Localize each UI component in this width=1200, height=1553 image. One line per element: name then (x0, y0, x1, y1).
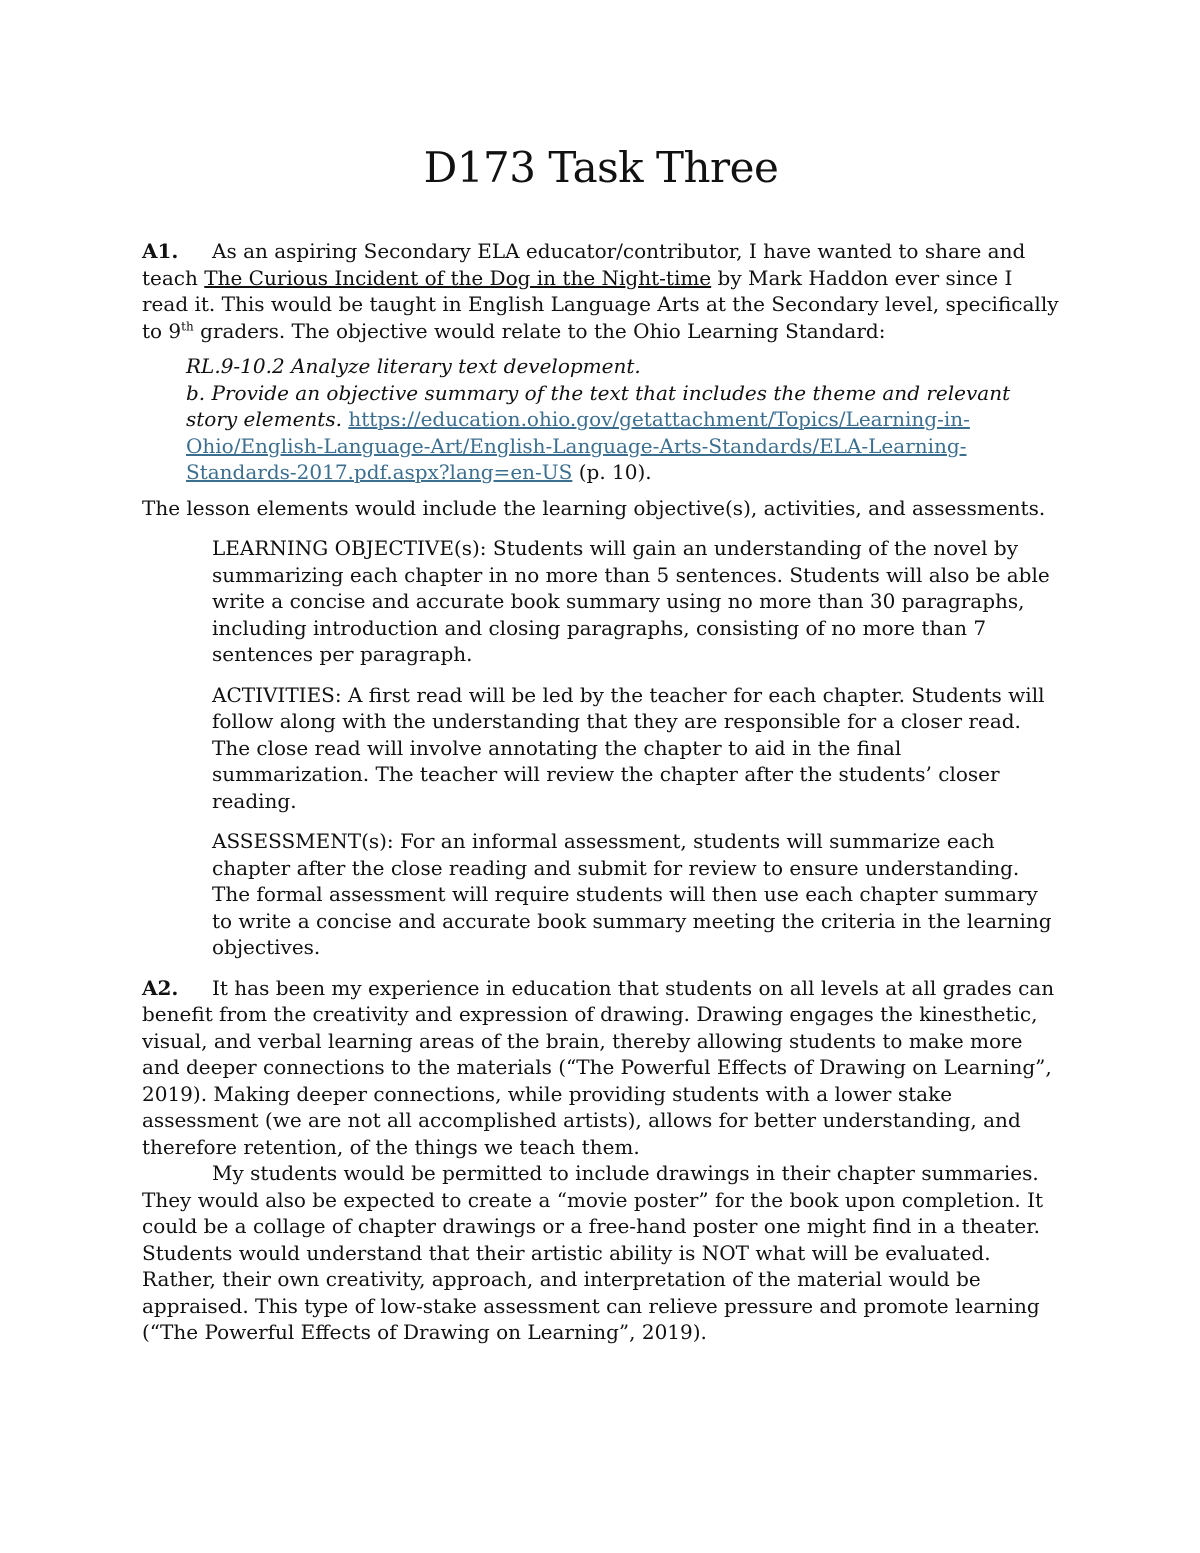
standard-line-1: RL.9-10.2 Analyze literary text development. (186, 354, 641, 378)
section-a2-paragraph-2: My students would be permitted to include drawings in their chapter summaries. They would also be expected to create a “movie poster” for the book upon completion. It could be a collage of chapter drawings or a free-hand poster one might find in a theater. Students would understand that their artistic ability is NOT what will be evaluated. Rather, their own creativity, approach, and interpretation of the material would be appraised. This type of low-stake assessment can relieve pressure and promote learning (“The Powerful Effects of Drawing on Learning”, 2019). (142, 1161, 1044, 1344)
activities: ACTIVITIES: A first read will be led by the teacher for each chapter. Students will follow along with the understanding that they are responsible for a closer read. The close read will involve annotating the chapter to aid in the final summarization. The teacher will review the chapter after the students’ closer reading. (212, 682, 1045, 813)
ordinal-suffix: th (181, 318, 194, 333)
a1-text-3: graders. The objective would relate to the Ohio Learning Standard: (193, 318, 886, 343)
standard-block (186, 353, 1060, 486)
standard-line-2-text: b. Provide an objective summary of the text that includes the theme and relevant story elements. (186, 380, 1011, 431)
lesson-elements-intro: The lesson elements would include the learning objective(s), activities, and assessments. (142, 495, 1046, 520)
a2-paragraph-1-text: It has been my experience in education that students on all levels at all grades can benefit from the creativity and expression of drawing. Drawing engages the kinesthetic, visual, and verbal learning areas of the brain, thereby allowing students to make more and deeper connections to the materials (“The Powerful Effects of Drawing on Learning”, 2019). Making deeper connections, while providing students with a lower stake assessment (we are not all accomplished artists), allows for better understanding, and therefore retention, of the things we teach them. (142, 975, 1055, 1159)
page-title: D173 Task Three (423, 143, 779, 192)
assessments: ASSESSMENT(s): For an informal assessment, students will summarize each chapter after the close reading and submit for review to ensure understanding. The formal assessment will require students will then use each chapter summary to write a concise and accurate book summary meeting the criteria in the learning objectives. (212, 829, 1052, 959)
standard-link[interactable]: https://education.ohio.gov/getattachment/Topics/Learning-in-Ohio/English-Language-Art/English-Language-Arts-Standards/ELA-Learning-Standards-2017.pdf.aspx?lang=en-US (186, 407, 970, 484)
a1-text-2: by Mark Haddon ever since I read it. This would be taught in English Language Arts at the Secondary level, specifically to 9 (142, 265, 1059, 343)
section-label-a1: A1. (142, 239, 179, 263)
learning-objectives: LEARNING OBJECTIVE(s): Students will gain an understanding of the novel by summarizing each chapter in no more than 5 sentences. Students will also be able write a concise and accurate book summary using no more than 30 paragraphs, including introduction and closing paragraphs, consisting of no more than 7 sentences per paragraph. (212, 536, 1050, 666)
section-a2-paragraph-1 (142, 975, 1060, 1161)
section-a1-intro (142, 238, 1060, 344)
a1-text-1: As an aspiring Secondary ELA educator/contributor, I have wanted to share and teach (142, 239, 1026, 290)
section-label-a2: A2. (142, 975, 179, 1000)
standard-page: (p. 10). (572, 460, 652, 484)
book-title: The Curious Incident of the Dog in the Night-time (204, 265, 712, 290)
standard-line-2 (186, 380, 1060, 486)
